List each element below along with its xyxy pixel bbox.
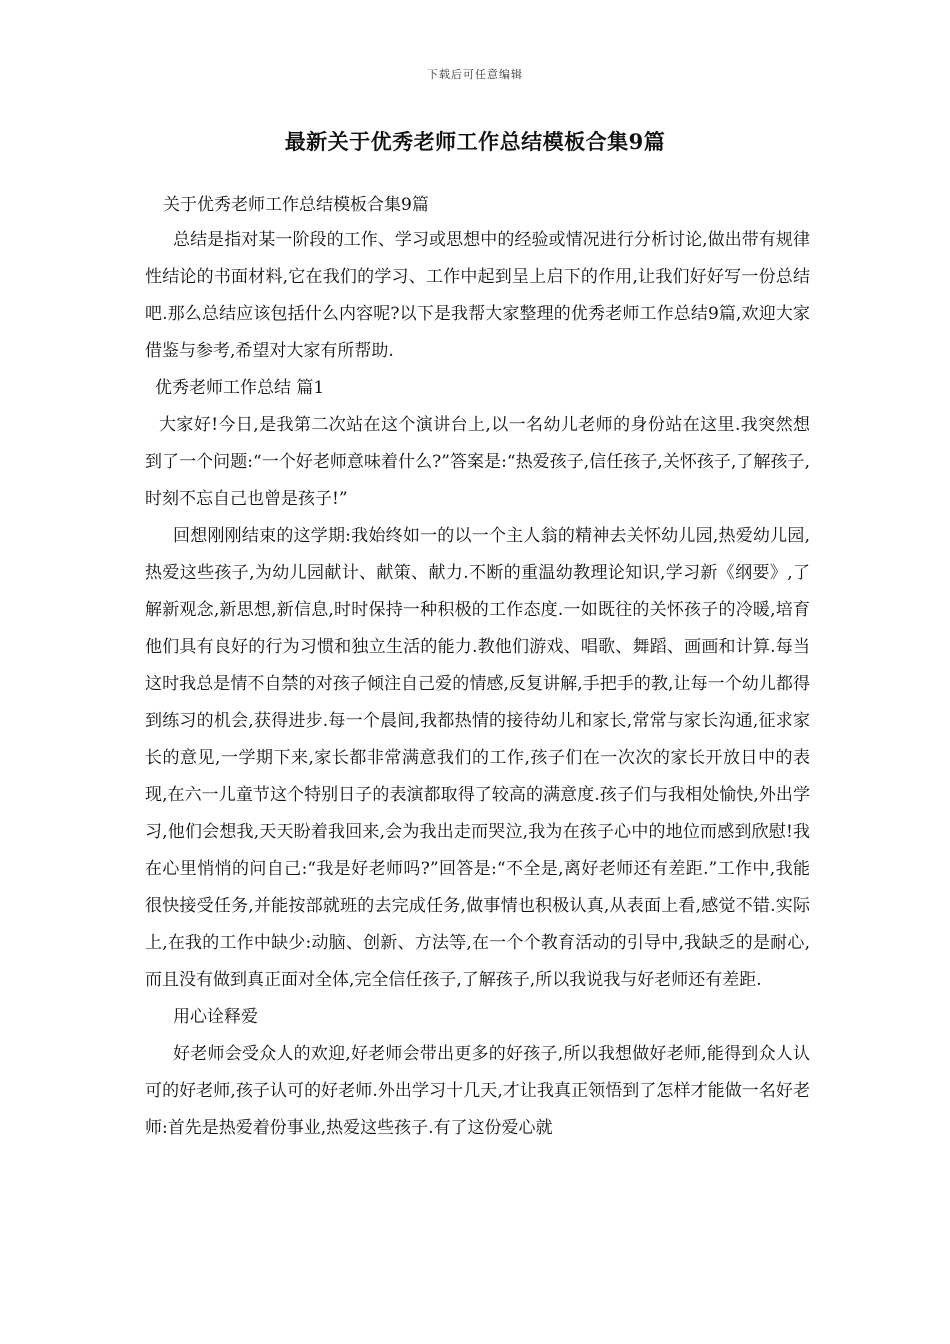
document-subtitle: 关于优秀老师工作总结模板合集9篇 [163,195,429,215]
intro-paragraph: 总结是指对某一阶段的工作、学习或思想中的经验或情况进行分析讨论,做出带有规律性结论的书面材料,它在我们的学习、工作中起到呈上启下的作用,让我们好好写一份总结吧.那么总结应该包括什么内容呢?以下是我帮大家整理的优秀老师工作总结9篇,欢迎大家借鉴与参考,希望对大家有所帮助. [145,230,810,361]
document-body [145,188,810,1147]
document-title: 最新关于优秀老师工作总结模板合集9篇 [284,129,666,154]
section-heading-2: 用心诠释爱 [173,1007,258,1027]
paragraph-1: 大家好!今日,是我第二次站在这个演讲台上,以一名幼儿老师的身份站在这里.我突然想到了一个问题:“一个好老师意味着什么?”答案是:“热爱孩子,信任孩子,关怀孩子,了解孩子,时刻不忘自己也曾是孩子!” [145,415,810,509]
section-heading-1: 优秀老师工作总结 篇1 [155,378,325,398]
page-header-note: 下载后可任意编辑 [427,68,523,81]
paragraph-3: 好老师会受众人的欢迎,好老师会带出更多的好孩子,所以我想做好老师,能得到众人认可的好老师,孩子认可的好老师.外出学习十几天,才让我真正领悟到了怎样才能做一名好老师:首先是热爱着份事业,热爱这些孩子.有了这份爱心就 [145,1044,810,1138]
paragraph-2: 回想刚刚结束的这学期:我始终如一的以一个主人翁的精神去关怀幼儿园,热爱幼儿园,热爱这些孩子,为幼儿园献计、献策、献力.不断的重温幼教理论知识,学习新《纲要》,了解新观念,新思想,新信息,时时保持一种积极的工作态度.一如既往的关怀孩子的冷暖,培育他们具有良好的行为习惯和独立生活的能力.教他们游戏、唱歌、舞蹈、画画和计算.每当这时我总是情不自禁的对孩子倾注自己爱的情感,反复讲解,手把手的教,让每一个幼儿都得到练习的机会,获得进步.每一个晨间,我都热情的接待幼儿和家长,常常与家长沟通,征求家长的意见,一学期下来,家长都非常满意我们的工作,孩子们在一次次的家长开放日中的表现,在六一儿童节这个特别日子的表演都取得了较高的满意度.孩子们与我相处愉快,外出学习,他们会想我,天天盼着我回来,会为我出走而哭泣,我为在孩子心中的地位而感到欣慰!我在心里悄悄的问自己:“我是好老师吗?”回答是:“不全是,离好老师还有差距.”工作中,我能很快接受任务,并能按部就班的去完成任务,做事情也积极认真,从表面上看,感觉不错.实际上,在我的工作中缺少:动脑、创新、方法等,在一个个教育活动的引导中,我缺乏的是耐心,而且没有做到真正面对全体,完全信任孩子,了解孩子,所以我说我与好老师还有差距. [145,526,810,990]
